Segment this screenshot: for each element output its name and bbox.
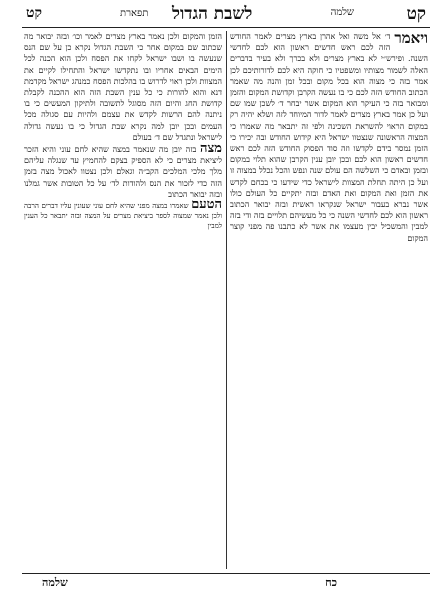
header-rule xyxy=(22,27,430,28)
section-heading: מצה xyxy=(200,141,222,157)
left-column-text: הזמן והמקום ולכן נאמר בארץ מצרים לאמר וכו׳ ובזה יבואר מה שכתוב שם במקום אחר כי השבת הגדול נקרא כן על שם הנס שנעשה בו ושבו ישראל לקחו את הפסח ולכן הוא הכנה לכל הימים הבאים אחריו ובו נתקדשו ישראל והתחילו לקיים את המצוות ולכן ראוי לדרוש בו בהלכות הפסח כמנהג ישראל מקדמת דנא והוא להורות כי כל ענין השבת הזה הוא ההכנה לקבלת קדושת החג והיום הזה מסוגל לתשובה ולתיקון המעשים כי בו ניתנה להם הרשות לקדש את עצמם ולהיות עם סגולה מכל העמים ובכן יובן למה נקרא שבת הגדול כי בו נעשה גדולה לישראל ונתגדל שם ד׳ בעולם xyxy=(24,32,222,142)
opening-word: ויאמר xyxy=(394,31,428,47)
running-header xyxy=(22,4,430,26)
footnote-text: שאמרו במצה מפני שהיא לחם עוני שעונין עליו דברים הרבה ולכן נאמר שמצוה לספר ביציאת מצרים על המצה ובזה יתבאר כל הענין למבין xyxy=(24,202,222,231)
catchword-left: שלמה xyxy=(42,576,68,589)
left-column xyxy=(24,31,222,569)
footer-rule xyxy=(22,573,430,574)
folio-mark: קט xyxy=(26,5,42,21)
section-text: בזה יובן מה שנאמר במצה שהיא לחם עוני והיא הזכר ליציאת מצרים כי לא הספיק בצקם להחמיץ עד שנגלה עליהם מלך מלכי המלכים הקב״ה וגאלם ולכן נצטוו לאכול מצה בזמן הזה כדי לזכור את הנס ולהודות לד׳ על כל הטובות אשר גמלנו ובזה יבואר הכתוב xyxy=(24,145,222,199)
column-divider xyxy=(226,31,227,569)
catchword-right: כח xyxy=(325,576,337,589)
running-section: שלמה xyxy=(330,7,354,18)
right-column-text: ד׳ אל משה ואל אהרן בארץ מצרים לאמר החודש הזה לכם ראש חדשים ראשון הוא לכם לחדשי השנה. ופירש״י לא בארץ מצרים ולא בכרך ולא בעיר בדברים האלה לשמור מצותיו ומשפטיו כי חוקה היא לכם לדורותיכם לכן אמר בזה כי מצוה הוא בכל מקום ובכל זמן והנה מה שאמר הכתוב החודש הזה לכם כי בו נעשה הקרבן וקדושת המקום והזמן ומבואר בזה כי העיקר הוא המקום אשר יבחר ד׳ לשכן שמו שם ועל כן אמר בארץ מצרים לאמר לדור המיוחד לזה ושלא יהיה רק במקום הראוי להשראת השכינה ולפי זה יתבאר מה שאמרו כי המצוה הראשונה שנצטוו ישראל היא קידוש החודש ובה יכירו כי הזמן נמסר בידם לקדשו וזה סוד הפסוק החודש הזה לכם ראש חדשים ראשון הוא לכם ובכן יובן ענין הקרבן שהוא תלוי במקום ובזמן ובאדם כי השלשה הם עולם שנה ונפש והכל נכלל במצוה זו ועל כן היתה תחלת המצוות לישראל כדי שידעו כי בכחם לקדש את הזמן ואת המקום ואת האדם ובזה יתקיים כל העולם כולו אשר נברא בעבור ישראל שנקראו ראשית ובזה יבואר הכתוב ראשון הוא לכם לחדשי השנה כי כל מעשיהם תלויים בזה ודי בזה למבין והמשכיל יבין מעצמו את אשר לא כתבנו פה מפני קוצר המקום xyxy=(230,32,428,243)
running-chapter: תפארת xyxy=(120,8,149,19)
right-column xyxy=(230,31,428,569)
footnote-heading: הטעם xyxy=(191,197,222,213)
page-number: קט xyxy=(406,4,426,24)
book-title: לשבת הגדול xyxy=(172,4,253,24)
